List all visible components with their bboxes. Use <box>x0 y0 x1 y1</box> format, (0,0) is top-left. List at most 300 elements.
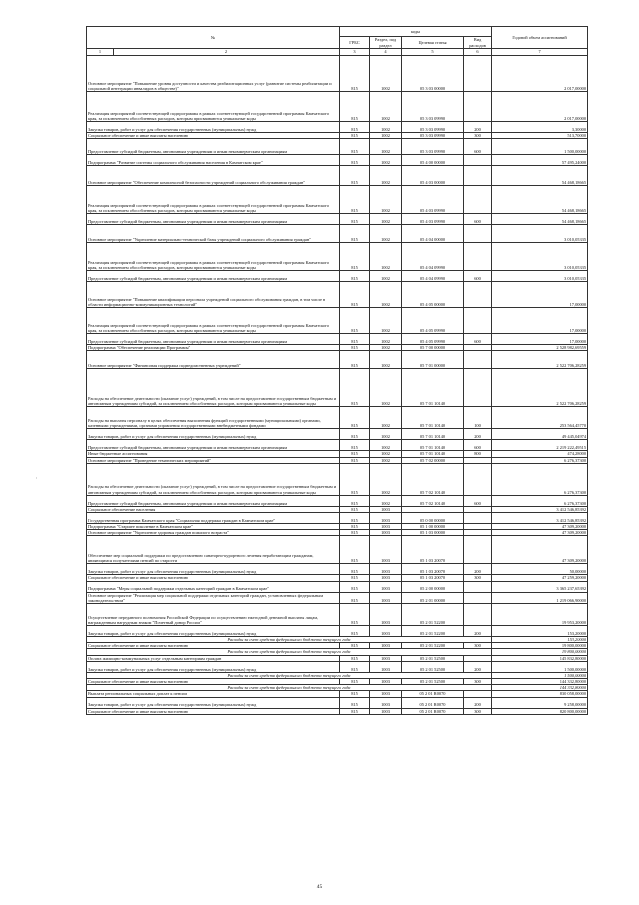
table-row <box>87 122 588 133</box>
annual-volume-cell: 6 276,37300 <box>492 495 588 506</box>
expense-kind-cell <box>464 581 492 592</box>
target-article-cell: 05 4 05 09990 <box>402 308 464 334</box>
column-number: 6 <box>464 49 492 56</box>
column-number: 2 <box>224 49 228 55</box>
table-row <box>87 697 588 708</box>
section-cell: 1003 <box>370 524 402 530</box>
target-article-cell: 05 4 04 09990 <box>402 271 464 282</box>
target-article-cell: 05 1 03 20070 <box>402 575 464 581</box>
table-row <box>87 308 588 334</box>
grbs-cell: 815 <box>340 679 370 685</box>
federal-budget-label: Расходы за счет средств федерального бюджета текущего года <box>87 637 492 643</box>
target-article-cell: 05 3 03 09990 <box>402 122 464 133</box>
expense-kind-cell <box>464 308 492 334</box>
annual-volume-cell: 2 219 222,49515 <box>492 440 588 451</box>
grbs-cell: 815 <box>340 351 370 369</box>
expense-kind-cell <box>464 225 492 243</box>
target-article-cell: 05 7 01 10140 <box>402 407 464 429</box>
item-name-cell: Расходы на обеспечение деятельности (оказание услуг) учреждений, в том числе на предоставление государственным бюджетным и автономным учреждениям субсидий, за исключением обособленных расходов, которым присваиваются уникальные коды <box>87 463 340 495</box>
item-name-cell: Предоставление субсидий бюджетным, автономным учреждениям и иным некоммерческим организациям <box>87 334 340 345</box>
header-target-article: Целевая статья <box>402 37 464 49</box>
grbs-cell: 815 <box>340 626 370 637</box>
section-cell: 1003 <box>370 506 402 512</box>
annual-volume-cell: 49 445,04974 <box>492 429 588 440</box>
item-name-cell: Реализация мероприятий соответствующей подпрограммы в рамках соответствующей государственной программы Камчатского края, за исключением обособленных расходов, которым присваиваются уникальные коды <box>87 308 340 334</box>
table-row <box>87 243 588 271</box>
target-article-cell: 05 2 01 52200 <box>402 626 464 637</box>
item-name-cell: Социальное обеспечение населения <box>87 506 340 512</box>
item-name-cell: Подпрограмма "Обеспечение реализации Программы" <box>87 345 340 351</box>
annual-volume-cell: 3 412 546,85392 <box>492 506 588 512</box>
target-article-cell: 05 4 03 00000 <box>402 166 464 186</box>
target-article-cell: 05 7 01 10140 <box>402 440 464 451</box>
target-article-cell: 05 2 01 52200 <box>402 643 464 649</box>
header-number: № <box>87 27 340 49</box>
target-article-cell: 05 2 01 52500 <box>402 679 464 685</box>
target-article-cell: 05 2 01 R0070 <box>402 708 464 714</box>
annual-volume-cell: 2 522 706,28259 <box>492 351 588 369</box>
annual-volume-cell: 3 010,05335 <box>492 225 588 243</box>
expense-kind-cell <box>464 463 492 495</box>
target-article-cell: 05 2 01 52200 <box>402 604 464 626</box>
annual-volume-cell: 820 800,00000 <box>492 708 588 714</box>
table-row <box>87 661 588 672</box>
annual-volume-cell: 830 058,00000 <box>492 691 588 697</box>
section-cell: 1003 <box>370 530 402 536</box>
target-article-cell: 05 2 01 00000 <box>402 592 464 603</box>
expense-kind-cell <box>464 369 492 407</box>
annual-volume-cell: 19 800,00000 <box>492 643 588 649</box>
section-cell: 1002 <box>370 440 402 451</box>
table-row <box>87 214 588 225</box>
item-name-cell: Социальное обеспечение и иные выплаты населению <box>87 133 340 139</box>
table-row <box>87 513 588 524</box>
annual-volume-cell: 153,20000 <box>492 637 588 643</box>
item-name-cell: Закупка товаров, работ и услуг для обеспечения государственных (муниципальных) нужд <box>87 564 340 575</box>
expense-kind-cell: 300 <box>464 133 492 139</box>
annual-volume-cell: 2 017,00000 <box>492 92 588 122</box>
section-cell: 1003 <box>370 604 402 626</box>
budget-table-sheet <box>86 26 587 715</box>
grbs-cell: 815 <box>340 536 370 564</box>
target-article-cell: 05 3 03 09990 <box>402 133 464 139</box>
target-article-cell: 05 2 01 R0070 <box>402 697 464 708</box>
item-name-cell: Иные бюджетные ассигнования <box>87 451 340 457</box>
section-cell: 1003 <box>370 679 402 685</box>
annual-volume-cell: 50,00000 <box>492 564 588 575</box>
annual-volume-cell: 6 276,37300 <box>492 463 588 495</box>
section-cell: 1002 <box>370 495 402 506</box>
target-article-cell: 05 7 01 10140 <box>402 451 464 457</box>
annual-volume-cell: 513,70000 <box>492 133 588 139</box>
section-cell: 1002 <box>370 271 402 282</box>
column-number: 1 <box>87 49 114 55</box>
table-row <box>87 56 588 92</box>
header-annual-volume: Годовой объем ассигнований <box>492 27 588 49</box>
expense-kind-cell: 300 <box>464 643 492 649</box>
column-number: 4 <box>370 49 402 56</box>
annual-volume-cell: 47 309,20000 <box>492 536 588 564</box>
expense-kind-cell: 600 <box>464 214 492 225</box>
target-article-cell: 05 3 03 09990 <box>402 139 464 155</box>
grbs-cell: 815 <box>340 345 370 351</box>
annual-volume-cell: 474,28000 <box>492 451 588 457</box>
margin-mark: ' <box>36 478 37 483</box>
item-name-cell: Реализация мероприятий соответствующей подпрограммы в рамках соответствующей государственной программы Камчатского края, за исключением обособленных расходов, которым присваиваются уникальные коды <box>87 243 340 271</box>
section-cell: 1002 <box>370 345 402 351</box>
item-name-cell: Основное мероприятие "Повышение уровня доступности и качества реабилитационных услуг (развитие системы реабилитации и социальной интеграции инвалидов в обществе)" <box>87 56 340 92</box>
grbs-cell: 815 <box>340 506 370 512</box>
grbs-cell: 815 <box>340 575 370 581</box>
expense-kind-cell <box>464 166 492 186</box>
table-row <box>87 708 588 714</box>
annual-volume-cell: 1 500,00000 <box>492 139 588 155</box>
grbs-cell: 815 <box>340 225 370 243</box>
grbs-cell: 815 <box>340 513 370 524</box>
column-number: 5 <box>402 49 464 56</box>
item-name-cell: Подпрограмма "Старшее поколение в Камчатском крае" <box>87 524 340 530</box>
grbs-cell: 815 <box>340 334 370 345</box>
annual-volume-cell: 145 832,80000 <box>492 655 588 661</box>
annual-volume-cell: 153,20000 <box>492 626 588 637</box>
table-row <box>87 351 588 369</box>
header-section: Раздел, под раздел <box>370 37 402 49</box>
annual-volume-cell: 57 495,24000 <box>492 155 588 166</box>
target-article-cell: 05 1 03 20070 <box>402 536 464 564</box>
annual-volume-cell: 144 332,80000 <box>492 679 588 685</box>
grbs-cell: 815 <box>340 214 370 225</box>
target-article-cell: 05 7 01 10140 <box>402 369 464 407</box>
annual-volume-cell: 1 219 066,90000 <box>492 592 588 603</box>
section-cell: 1002 <box>370 122 402 133</box>
item-name-cell: Социальное обеспечение и иные выплаты населению <box>87 708 340 714</box>
section-cell: 1003 <box>370 536 402 564</box>
section-cell: 1002 <box>370 56 402 92</box>
section-cell: 1002 <box>370 225 402 243</box>
grbs-cell: 815 <box>340 243 370 271</box>
section-cell: 1002 <box>370 282 402 308</box>
table-row <box>87 186 588 214</box>
column-number: 3 <box>340 49 370 56</box>
item-name-cell: Социальное обеспечение и иные выплаты населению <box>87 643 340 649</box>
annual-volume-cell: 9 258,00000 <box>492 697 588 708</box>
expense-kind-cell <box>464 243 492 271</box>
section-cell: 1003 <box>370 581 402 592</box>
expense-kind-cell <box>464 92 492 122</box>
grbs-cell: 815 <box>340 122 370 133</box>
grbs-cell: 815 <box>340 655 370 661</box>
target-article-cell: 05 4 03 09990 <box>402 186 464 214</box>
target-article-cell: 05 2 01 R0070 <box>402 691 464 697</box>
section-cell: 1002 <box>370 155 402 166</box>
item-name-cell: Предоставление субсидий бюджетным, автономным учреждениям и иным некоммерческим организациям <box>87 495 340 506</box>
table-row <box>87 369 588 407</box>
table-row <box>87 495 588 506</box>
item-name-cell: Реализация мероприятий соответствующей подпрограммы в рамках соответствующей государственной программы Камчатского края, за исключением обособленных расходов, которым присваиваются уникальные коды <box>87 92 340 122</box>
annual-volume-cell: 47 259,20000 <box>492 575 588 581</box>
expense-kind-cell: 200 <box>464 429 492 440</box>
expense-kind-cell <box>464 186 492 214</box>
annual-volume-cell: 1 500,00000 <box>492 672 588 678</box>
column-number: 7 <box>492 49 588 56</box>
expense-kind-cell: 600 <box>464 495 492 506</box>
item-name-cell: Предоставление субсидий бюджетным, автономным учреждениям и иным некоммерческим организациям <box>87 214 340 225</box>
item-name-cell: Основное мероприятие "Обеспечение комплексной безопасности учреждений социального обслуживания граждан" <box>87 166 340 186</box>
item-name-cell: Реализация мероприятий соответствующей подпрограммы в рамках соответствующей государственной программы Камчатского края, за исключением обособленных расходов, которым присваиваются уникальные коды <box>87 186 340 214</box>
header-grbs: ГРБС <box>340 37 370 49</box>
expense-kind-cell <box>464 56 492 92</box>
expense-kind-cell <box>464 282 492 308</box>
table-header <box>87 27 588 56</box>
expense-kind-cell <box>464 592 492 603</box>
federal-budget-label: Расходы за счет средств федерального бюджета текущего года <box>87 672 492 678</box>
section-cell: 1002 <box>370 429 402 440</box>
annual-volume-cell: 3 365 237,65392 <box>492 581 588 592</box>
target-article-cell: 05 1 03 00000 <box>402 530 464 536</box>
section-cell: 1003 <box>370 661 402 672</box>
item-name-cell: Основное мероприятие "Укрепление материально-технической базы учреждений социального обслуживания граждан" <box>87 225 340 243</box>
table-row <box>87 536 588 564</box>
annual-volume-cell: 2 017,00000 <box>492 56 588 92</box>
target-article-cell: 05 2 01 52500 <box>402 655 464 661</box>
grbs-cell: 815 <box>340 429 370 440</box>
section-cell: 1002 <box>370 214 402 225</box>
grbs-cell: 815 <box>340 271 370 282</box>
table-row <box>87 407 588 429</box>
expense-kind-cell <box>464 513 492 524</box>
target-article-cell: 05 7 00 00000 <box>402 345 464 351</box>
annual-volume-cell: 17,00000 <box>492 334 588 345</box>
header-codes: коды <box>340 27 492 37</box>
annual-volume-cell: 3 010,05335 <box>492 243 588 271</box>
item-name-cell: Закупка товаров, работ и услуг для обеспечения государственных (муниципальных) нужд <box>87 661 340 672</box>
grbs-cell: 815 <box>340 530 370 536</box>
grbs-cell: 815 <box>340 56 370 92</box>
expense-kind-cell: 600 <box>464 440 492 451</box>
target-article-cell: 05 1 03 20070 <box>402 564 464 575</box>
item-name-cell: Предоставление субсидий бюджетным, автономным учреждениям и иным некоммерческим организациям <box>87 440 340 451</box>
annual-volume-cell: 47 309,20000 <box>492 530 588 536</box>
target-article-cell: 05 4 03 09990 <box>402 214 464 225</box>
expense-kind-cell: 300 <box>464 575 492 581</box>
item-name-cell: Основное мероприятие "Проведение тематических мероприятий" <box>87 457 340 463</box>
expense-kind-cell: 600 <box>464 139 492 155</box>
grbs-cell: 815 <box>340 133 370 139</box>
item-name-cell: Обеспечение мер социальной поддержки по предоставлению санаторно-курортного лечения неработающим гражданам, являющимся получателями пенсий по старости <box>87 536 340 564</box>
section-cell: 1002 <box>370 186 402 214</box>
target-article-cell: 05 4 04 00000 <box>402 225 464 243</box>
annual-volume-cell: 3 412 546,85392 <box>492 513 588 524</box>
item-name-cell: Закупка товаров, работ и услуг для обеспечения государственных (муниципальных) нужд <box>87 697 340 708</box>
grbs-cell: 815 <box>340 708 370 714</box>
section-cell: 1003 <box>370 643 402 649</box>
grbs-cell: 815 <box>340 308 370 334</box>
annual-volume-cell: 144 332,80000 <box>492 685 588 691</box>
annual-volume-cell: 19 953,20000 <box>492 604 588 626</box>
expense-kind-cell: 300 <box>464 708 492 714</box>
item-name-cell: Закупка товаров, работ и услуг для обеспечения государственных (муниципальных) нужд <box>87 122 340 133</box>
section-cell: 1003 <box>370 691 402 697</box>
item-name-cell: Выплата региональных социальных доплат к пенсии <box>87 691 340 697</box>
table-row <box>87 581 588 592</box>
grbs-cell: 815 <box>340 524 370 530</box>
item-name-cell: Оплата жилищно-коммунальных услуг отдельным категориям граждан <box>87 655 340 661</box>
expense-kind-cell <box>464 351 492 369</box>
table-row <box>87 155 588 166</box>
table-row <box>87 626 588 637</box>
table-row <box>87 604 588 626</box>
grbs-cell: 815 <box>340 691 370 697</box>
target-article-cell: 05 4 00 00000 <box>402 155 464 166</box>
expense-kind-cell: 600 <box>464 271 492 282</box>
section-cell: 1003 <box>370 626 402 637</box>
federal-budget-label: Расходы за счет средств федерального бюджета текущего года <box>87 649 492 655</box>
annual-volume-cell: 253 564,45770 <box>492 407 588 429</box>
annual-volume-cell: 2 528 982,69559 <box>492 345 588 351</box>
annual-volume-cell: 54 468,18665 <box>492 166 588 186</box>
table-row <box>87 139 588 155</box>
item-name-cell: Расходы на обеспечение деятельности (оказание услуг) учреждений, в том числе на предоставление государственным бюджетным и автономным учреждениям субсидий, за исключением обособленных расходов, которым присваиваются уникальные коды <box>87 369 340 407</box>
table-row <box>87 429 588 440</box>
grbs-cell: 815 <box>340 186 370 214</box>
item-name-cell: Подпрограмма "Меры социальной поддержки отдельных категорий граждан в Камчатском крае" <box>87 581 340 592</box>
section-cell: 1002 <box>370 133 402 139</box>
table-row <box>87 334 588 345</box>
grbs-cell: 815 <box>340 457 370 463</box>
budget-table <box>86 26 588 715</box>
table-row <box>87 92 588 122</box>
grbs-cell: 815 <box>340 564 370 575</box>
annual-volume-cell: 3 010,05335 <box>492 271 588 282</box>
column-number <box>87 49 340 56</box>
item-name-cell: Основное мероприятие "Повышение квалификации персонала учреждений социального обслуживания граждан, в том числе в области информационно-коммуникационных технологий" <box>87 282 340 308</box>
annual-volume-cell: 17,00000 <box>492 308 588 334</box>
page-number: 45 <box>316 884 323 890</box>
grbs-cell: 815 <box>340 697 370 708</box>
section-cell: 1002 <box>370 351 402 369</box>
grbs-cell: 815 <box>340 463 370 495</box>
expense-kind-cell <box>464 536 492 564</box>
item-name-cell: Расходы на выплаты персоналу в целях обеспечения выполнения функций государственными (муниципальными) органами, казенными учреждениями, органами управления государственными внебюджетными фондами <box>87 407 340 429</box>
target-article-cell: 05 4 04 09990 <box>402 243 464 271</box>
table-body <box>87 56 588 715</box>
expense-kind-cell <box>464 155 492 166</box>
expense-kind-cell: 200 <box>464 564 492 575</box>
target-article-cell: 05 7 02 00000 <box>402 457 464 463</box>
section-cell: 1002 <box>370 457 402 463</box>
grbs-cell: 815 <box>340 440 370 451</box>
section-cell: 1003 <box>370 655 402 661</box>
section-cell: 1002 <box>370 139 402 155</box>
item-name-cell: Предоставление субсидий бюджетным, автономным учреждениям и иным некоммерческим организациям <box>87 139 340 155</box>
target-article-cell: 05 4 05 09990 <box>402 334 464 345</box>
section-cell: 1002 <box>370 243 402 271</box>
section-cell: 1003 <box>370 575 402 581</box>
section-cell: 1002 <box>370 92 402 122</box>
expense-kind-cell: 200 <box>464 661 492 672</box>
section-cell: 1003 <box>370 708 402 714</box>
table-row <box>87 440 588 451</box>
grbs-cell: 815 <box>340 604 370 626</box>
target-article-cell: 05 1 00 00000 <box>402 524 464 530</box>
annual-volume-cell: 17,00000 <box>492 282 588 308</box>
expense-kind-cell: 200 <box>464 626 492 637</box>
annual-volume-cell: 6 276,37300 <box>492 457 588 463</box>
expense-kind-cell: 200 <box>464 697 492 708</box>
item-name-cell: Государственная программа Камчатского края "Социальная поддержка граждан в Камчатском крае" <box>87 513 340 524</box>
expense-kind-cell: 200 <box>464 122 492 133</box>
table-row <box>87 166 588 186</box>
table-row <box>87 463 588 495</box>
grbs-cell: 815 <box>340 643 370 649</box>
item-name-cell: Основное мероприятие "Укрепление здоровья граждан пожилого возраста" <box>87 530 340 536</box>
section-cell: 1002 <box>370 369 402 407</box>
item-name-cell: Закупка товаров, работ и услуг для обеспечения государственных (муниципальных) нужд <box>87 429 340 440</box>
annual-volume-cell: 47 309,20000 <box>492 524 588 530</box>
section-cell: 1002 <box>370 407 402 429</box>
target-article-cell: 05 4 05 00000 <box>402 282 464 308</box>
target-article-cell: 05 7 02 10140 <box>402 463 464 495</box>
expense-kind-cell: 300 <box>464 679 492 685</box>
item-name-cell: Предоставление субсидий бюджетным, автономным учреждениям и иным некоммерческим организациям <box>87 271 340 282</box>
item-name-cell: Осуществление переданного полномочия Российской Федерации по осуществлению ежегодной денежной выплаты лицам, награжденным нагрудным знаком "Почетный донор России" <box>87 604 340 626</box>
table-row <box>87 225 588 243</box>
grbs-cell: 815 <box>340 581 370 592</box>
section-cell: 1002 <box>370 334 402 345</box>
table-row <box>87 592 588 603</box>
annual-volume-cell: 54 468,18665 <box>492 214 588 225</box>
table-row <box>87 564 588 575</box>
table-row <box>87 271 588 282</box>
grbs-cell: 815 <box>340 282 370 308</box>
target-article-cell: 05 2 01 52500 <box>402 661 464 672</box>
expense-kind-cell: 800 <box>464 451 492 457</box>
target-article-cell: 05 7 01 00000 <box>402 351 464 369</box>
grbs-cell: 815 <box>340 369 370 407</box>
item-name-cell: Основное мероприятие "Реализация мер социальной поддержки отдельных категорий граждан, установленных федеральным законодательством" <box>87 592 340 603</box>
table-row <box>87 282 588 308</box>
grbs-cell: 815 <box>340 661 370 672</box>
annual-volume-cell: 1 500,00000 <box>492 661 588 672</box>
expense-kind-cell: 600 <box>464 334 492 345</box>
section-cell: 1002 <box>370 166 402 186</box>
grbs-cell: 815 <box>340 155 370 166</box>
item-name-cell: Социальное обеспечение и иные выплаты населению <box>87 679 340 685</box>
expense-kind-cell <box>464 604 492 626</box>
section-cell: 1002 <box>370 451 402 457</box>
expense-kind-cell: 100 <box>464 407 492 429</box>
annual-volume-cell: 2 522 706,28259 <box>492 369 588 407</box>
grbs-cell: 815 <box>340 592 370 603</box>
section-cell: 1002 <box>370 463 402 495</box>
grbs-cell: 815 <box>340 407 370 429</box>
section-cell: 1003 <box>370 513 402 524</box>
grbs-cell: 815 <box>340 495 370 506</box>
item-name-cell: Основное мероприятие "Финансовая поддержка подведомственных учреждений" <box>87 351 340 369</box>
grbs-cell: 815 <box>340 139 370 155</box>
annual-volume-cell: 54 468,18665 <box>492 186 588 214</box>
item-name-cell: Социальное обеспечение и иные выплаты населению <box>87 575 340 581</box>
grbs-cell: 815 <box>340 92 370 122</box>
target-article-cell: 05 3 03 00000 <box>402 56 464 92</box>
grbs-cell: 815 <box>340 166 370 186</box>
header-expense-kind: Вид расходов <box>464 37 492 49</box>
section-cell: 1003 <box>370 564 402 575</box>
annual-volume-cell: 3,30000 <box>492 122 588 133</box>
federal-budget-label: Расходы за счет средств федерального бюджета текущего года <box>87 685 492 691</box>
section-cell: 1003 <box>370 697 402 708</box>
grbs-cell: 815 <box>340 451 370 457</box>
